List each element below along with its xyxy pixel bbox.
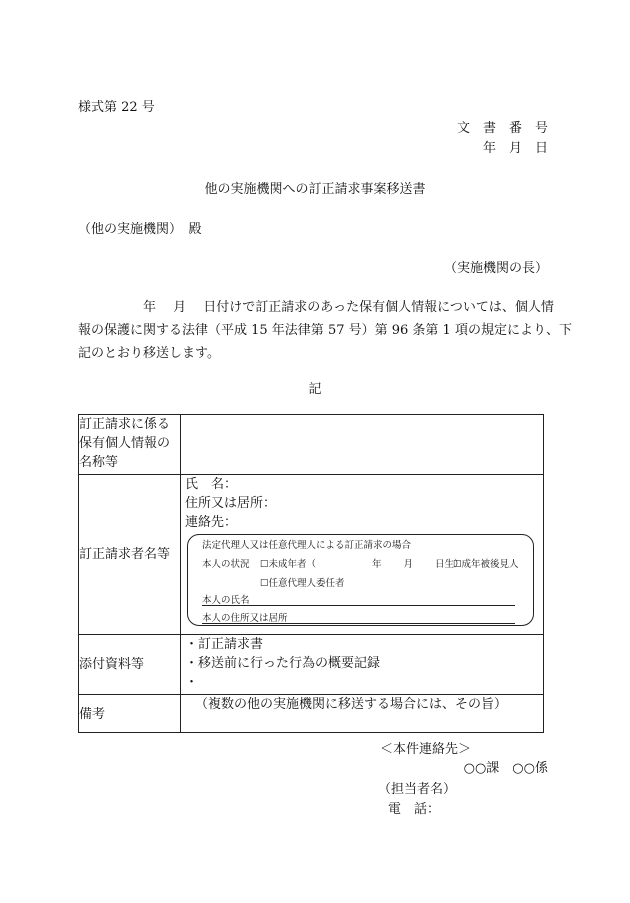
requester-cell (181, 475, 544, 635)
agent-checkbox: ☐任意代理人委任者 (260, 578, 345, 589)
table-row (79, 695, 544, 733)
attachment-item: ・訂正請求書 (185, 637, 264, 652)
contact-heading: ＜本件連絡先＞ (380, 742, 472, 757)
person-name-line: 本人の氏名 (202, 592, 515, 606)
table-row (79, 635, 544, 695)
body-line: 記のとおり移送します。 (78, 346, 220, 361)
minor-checkbox: ☐未成年者（ (260, 559, 317, 570)
remarks-cell: （複数の他の実施機関に移送する場合には、その旨） (181, 695, 544, 733)
contact-department: ○○課 ○○係 (463, 761, 548, 776)
contact-person: （担当者名） (378, 782, 457, 797)
document-title: 他の実施機関への訂正請求事案移送書 (204, 182, 426, 197)
name-line: 氏 名： (185, 477, 238, 492)
document-number-label: 文 書 番 号 (456, 121, 548, 136)
row-label-requester: 訂正請求者名等 (79, 475, 181, 635)
body-line: 報の保護に関する法律（平成 15 年法律第 57 号）第 96 条第 1 項の規定により、下 (78, 323, 572, 338)
body-line: 年 月 日付けで訂正請求のあった保有個人情報については、個人情 (78, 300, 554, 315)
row-label-remarks: 備考 (79, 695, 181, 733)
status-label: 本人の状況 (202, 559, 250, 570)
attachment-item: ・ (185, 675, 199, 690)
agent-request-box (187, 534, 534, 626)
contact-phone: 電 話： (388, 802, 441, 817)
sender: （実施機関の長） (443, 261, 548, 276)
info-name-cell (181, 415, 544, 475)
row-label-info-name: 訂正請求に係る 保有個人情報の 名称等 (79, 415, 181, 475)
birth-date: 年 月 日生） (372, 559, 464, 570)
ki-heading: 記 (308, 382, 322, 397)
row-label-attachments: 添付資料等 (79, 635, 181, 695)
bracket-header: 法定代理人又は任意代理人による訂正請求の場合 (202, 540, 412, 551)
attachment-item: ・移送前に行った行為の概要記録 (185, 656, 381, 671)
contact-line: 連絡先： (185, 515, 238, 530)
person-address-line: 本人の住所又は居所 (202, 610, 515, 624)
adult-ward-checkbox: ☐成年被後見人 (453, 559, 519, 570)
date-label: 年 月 日 (482, 141, 548, 156)
body-text (78, 296, 572, 365)
table-row (79, 475, 544, 635)
transfer-table (78, 414, 544, 733)
addressee: （他の実施機関） 殿 (78, 222, 202, 237)
address-line: 住所又は居所： (185, 496, 277, 511)
table-row (79, 415, 544, 475)
form-number: 様式第 22 号 (78, 100, 155, 115)
attachments-cell (181, 635, 544, 695)
